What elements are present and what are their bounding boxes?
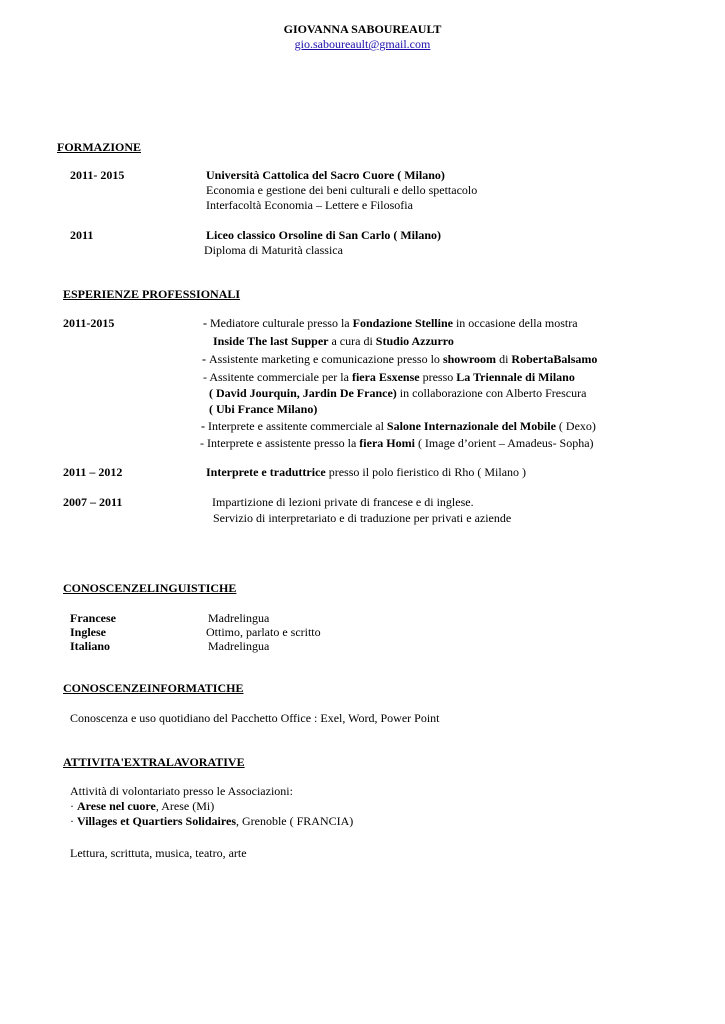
experience-line: Inside The last Supper a cura di Studio Azzurro [213, 334, 454, 348]
hobbies-text: Lettura, scrittuta, musica, teatro, arte [70, 846, 247, 860]
volunteer-item: · Arese nel cuore, Arese (Mi) [70, 799, 215, 813]
experience-line: Interprete e traduttrice presso il polo fieristico di Rho ( Milano ) [206, 465, 527, 479]
volunteer-intro: Attività di volontariato presso le Associazioni: [70, 784, 293, 798]
education-institution: Liceo classico Orsoline di San Carlo ( Milano) [206, 228, 441, 242]
education-institution: Università Cattolica del Sacro Cuore ( Milano) [206, 168, 445, 182]
experience-line: Servizio di interpretariato e di traduzione per privati e aziende [213, 511, 512, 525]
language-level: Madrelingua [208, 639, 270, 653]
language-name: Inglese [70, 625, 106, 639]
volunteer-item: · Villages et Quartiers Solidaires, Grenoble ( FRANCIA) [70, 814, 354, 828]
experience-year: 2011 – 2012 [63, 465, 123, 479]
section-title-extra: ATTIVITA'EXTRALAVORATIVE [63, 755, 245, 769]
experience-line: ( David Jourquin, Jardin De France) in collaborazione con Alberto Frescura [209, 386, 587, 400]
section-title-lingue: CONOSCENZELINGUISTICHE [63, 581, 237, 595]
experience-line: Impartizione di lezioni private di francese e di inglese. [212, 495, 474, 509]
experience-year: 2007 – 2011 [63, 495, 123, 509]
experience-line: - Interprete e assitente commerciale al Salone Internazionale del Mobile ( Dexo) [201, 419, 596, 433]
education-year: 2011- 2015 [70, 168, 125, 182]
experience-line: - Assitente commerciale per la fiera Esxense presso La Triennale di Milano [203, 370, 575, 384]
it-skills-text: Conoscenza e uso quotidiano del Pacchetto Office : Exel, Word, Power Point [70, 711, 440, 725]
language-level: Madrelingua [208, 611, 270, 625]
education-detail: Diploma di Maturità classica [204, 243, 343, 257]
language-name: Francese [70, 611, 116, 625]
education-detail: Interfacoltà Economia – Lettere e Filosofia [206, 198, 413, 212]
language-name: Italiano [70, 639, 111, 653]
candidate-name: GIOVANNA SABOUREAULT [283, 22, 442, 36]
experience-line: - Interprete e assistente presso la fiera Homi ( Image d’orient – Amadeus- Sopha) [200, 436, 594, 450]
experience-line: - Mediatore culturale presso la Fondazione Stelline in occasione della mostra [203, 316, 578, 330]
experience-year: 2011-2015 [63, 316, 115, 330]
section-title-informatiche: CONOSCENZEINFORMATICHE [63, 681, 244, 695]
section-title-formazione: FORMAZIONE [57, 140, 141, 154]
email-link-wrap [0, 37, 725, 52]
section-title-esperienze: ESPERIENZE PROFESSIONALI [63, 287, 241, 301]
education-detail: Economia e gestione dei beni culturali e dello spettacolo [206, 183, 478, 197]
email-link[interactable]: gio.saboureault@gmail.com [294, 37, 431, 51]
language-level: Ottimo, parlato e scritto [206, 625, 321, 639]
education-year: 2011 [70, 228, 94, 242]
experience-line: - Assistente marketing e comunicazione presso lo showroom di RobertaBalsamo [202, 352, 598, 366]
experience-line: ( Ubi France Milano) [209, 402, 318, 416]
